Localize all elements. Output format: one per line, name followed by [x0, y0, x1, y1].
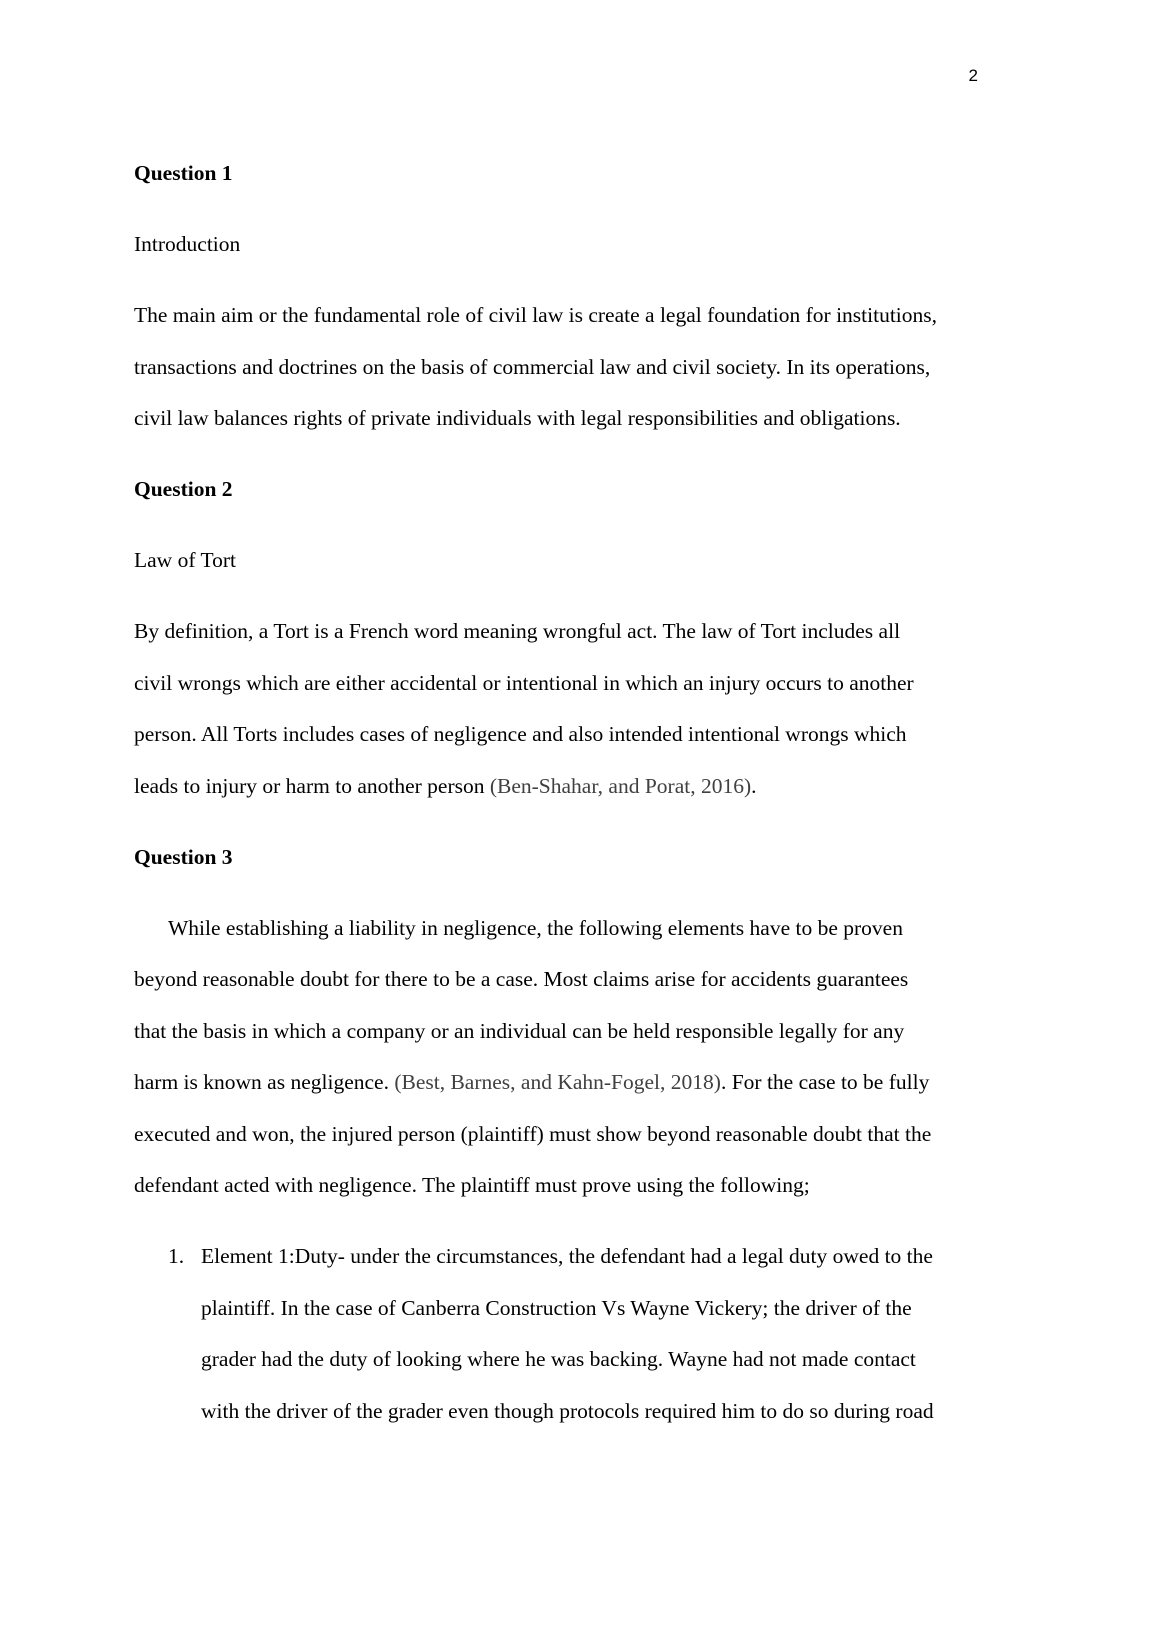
heading-question-1: Question 1 [134, 161, 233, 185]
list-item [134, 1231, 984, 1437]
paragraph-negligence [134, 903, 984, 1212]
text-line: person. All Torts includes cases of negligence and also intended intentional wrongs which [134, 722, 907, 746]
text: . [751, 773, 757, 798]
subheading-law-of-tort: Law of Tort [134, 548, 236, 572]
text-line: civil law balances rights of private individuals with legal responsibilities and obligations. [134, 406, 901, 430]
text-line [134, 761, 984, 813]
text-line: While establishing a liability in negligence, the following elements have to be proven [168, 915, 903, 940]
text-line: grader had the duty of looking where he was backing. Wayne had not made contact [201, 1347, 916, 1371]
text: . For the case to be fully [720, 1070, 930, 1094]
text-line [134, 1057, 984, 1109]
text-line: Element 1:Duty- under the circumstances, the defendant had a legal duty owed to the [201, 1244, 933, 1268]
text-line: that the basis in which a company or an individual can be held responsible legally for any [134, 1018, 905, 1043]
list-number: 1. [168, 1244, 185, 1268]
text-line: beyond reasonable doubt for there to be a case. Most claims arise for accidents guarantees [134, 967, 909, 991]
text: leads to injury or harm to another person [134, 773, 490, 798]
paragraph-introduction [134, 290, 984, 445]
heading-question-3: Question 3 [134, 844, 233, 869]
heading-question-2: Question 2 [134, 477, 233, 501]
text-line: transactions and doctrines on the basis of commercial law and civil society. In its operations, [134, 354, 931, 379]
text-line: defendant acted with negligence. The plaintiff must prove using the following; [134, 1173, 810, 1197]
text-line: with the driver of the grader even though protocols required him to do so during road [201, 1398, 934, 1423]
text-line: By definition, a Tort is a French word meaning wrongful act. The law of Tort includes all [134, 619, 901, 643]
document-body [134, 148, 984, 1457]
page-number: 2 [968, 66, 978, 85]
text-line: civil wrongs which are either accidental or intentional in which an injury occurs to another [134, 670, 914, 695]
text: harm is known as negligence. [134, 1070, 395, 1094]
text-line: The main aim or the fundamental role of civil law is create a legal foundation for institutions, [134, 303, 938, 327]
citation: (Best, Barnes, and Kahn-Fogel, 2018) [394, 1070, 721, 1094]
paragraph-tort [134, 606, 984, 812]
citation: (Ben-Shahar, and Porat, 2016) [489, 773, 752, 798]
text-line: executed and won, the injured person (plaintiff) must show beyond reasonable doubt that the [134, 1121, 932, 1146]
subheading-introduction: Introduction [134, 232, 241, 256]
text-line: plaintiff. In the case of Canberra Construction Vs Wayne Vickery; the driver of the [201, 1295, 912, 1320]
